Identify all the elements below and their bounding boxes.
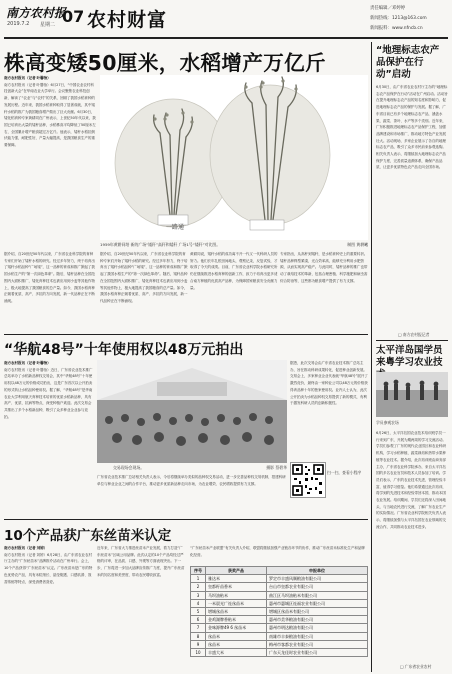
column-header: 申报单位 xyxy=(267,567,368,575)
story3-byline: 南方农村报讯（记者 刘婷） xyxy=(4,546,48,550)
story2-headline: “华航48号”十年使用权以48万元拍出 xyxy=(4,342,244,358)
lead-byline: 南方农村报讯（记者 叶馨怡） xyxy=(4,76,51,80)
story3-body-col2: 近年来，广东省大力推进丝苗米产业发展，着力打造“广东丝苗米”区域公用品牌。此次认定的10个产品均经过严格的评审，在品质、口感、外观等方面表现突出。下一步，广东将进一步加大品牌宣传推广力度，提升广东丝苗米的知名度和美誉度，带动农民增收致富。 xyxy=(97,546,185,577)
newspaper-logo: 南方农村报 xyxy=(6,6,67,20)
story2-photo-caption xyxy=(97,465,287,471)
story2-caption-text: 交易现场会现场。 xyxy=(113,465,145,470)
product-name: 马坝油粘米 xyxy=(206,591,267,599)
issue-weekday: 星期二 xyxy=(40,22,56,28)
story3-paragraph: 南方农村报讯（记者 刘婷）6月28日，由广东省农业农村厅主办的“广东丝苗米”品牌推介活动在广州举行。会上，10个产品获得“广东丝苗米”认定。广东丝苗米是广东的特色优势农产品，具有米粒细长、晶莹剔透、口感软滑、饭香浓郁等特点，深受消费者喜爱。 xyxy=(4,552,93,584)
story3-body-col1 xyxy=(4,545,94,672)
lead-photo xyxy=(100,75,368,240)
applicant-name: 罗定市丰盛风顺粮油有限公司 xyxy=(267,575,368,583)
column-header: 序号 xyxy=(191,567,206,575)
story2-body-col1 xyxy=(4,360,94,515)
award-table-body xyxy=(191,575,368,657)
row-number: 5 xyxy=(191,608,206,616)
table-row xyxy=(191,616,368,624)
hotline-line: 新闻热线：1213@163.com xyxy=(370,16,427,21)
product-name: 一米晨光广连丝苗米 xyxy=(206,599,267,607)
table-row xyxy=(191,624,368,632)
applicant-name: 南雄市丰泰粮油有限公司 xyxy=(267,632,368,640)
table-header-row xyxy=(191,567,368,575)
applicant-name: 增城区丝苗米有限公司 xyxy=(267,608,368,616)
masthead-rule xyxy=(4,37,448,39)
story2-body-col2: 据悉，此次交易会由广东省农业技术推广总站主办，旨在推动科研成果转化，促进种业创新发展。交易会上，多家种业企业代表就“华航48号”展开了激烈竞价，最终由一家种业公司以48万元的价格获得该品种十年的独家使用权。业内人士认为，此次公开拍卖为水稻品种权交易提供了新的模式，有利于激发科研人员的创新积极性。 xyxy=(290,361,368,406)
sidebar-top-title: “地理标志农产品保护在行动”启动 xyxy=(376,45,440,80)
table-row xyxy=(191,583,368,591)
product-name: 丝苗米 xyxy=(206,640,267,648)
story2-byline: 南方农村报讯（记者 叶馨怡） xyxy=(4,361,51,365)
lead-paragraph: 南方农村报讯（记者 叶馨怡）6月27日，“中国农业农村科技创新大会”在华南农业大学举行。会议聚焦农业科技创新，解读了“农业”与“农村”的关系，回顾了我国水稻育种的发展历程。近年来，我国水稻育种取得了显著成就，其中矮秆水稻的推广为我国粮食增产做出了巨大贡献。6月30日，矮化稻育种专家黄耕同在广州表示，上世纪50年代以来，我国已培育出大量的矮秆品种，水稻株高平均降低了50厘米左右，全国累计增产粮食超过万亿斤。他表示，矮秆水稻抗倒伏能力强，耐肥性好，产量大幅提高，是我国粮食生产的重要保障。 xyxy=(4,82,96,148)
applicant-name: 惠州市明达粮油有限公司 xyxy=(267,624,368,632)
applicant-name: 曲江区马坝油粘米有限公司 xyxy=(267,591,368,599)
sidebar-bottom-title: 太平洋岛国学员来粤学习农业技 xyxy=(376,345,443,368)
story2-top-rule xyxy=(4,334,368,335)
row-number: 4 xyxy=(191,599,206,607)
story2-qr-code xyxy=(290,462,326,498)
row-number: 9 xyxy=(191,640,206,648)
row-number: 3 xyxy=(191,591,206,599)
applicant-name: 梅州市客都农业有限公司 xyxy=(267,640,368,648)
photo-label: 一路通 xyxy=(166,224,185,231)
row-number: 6 xyxy=(191,616,206,624)
sidebar-bottom-body xyxy=(376,430,448,662)
story2-body-col3: 广东省农业技术推广总站相关负责人表示，今后将继续举办类似的品种权交易活动，进一步完善品种权交易机制，搭建科研单位与种业企业之间的合作平台，推动更多优质新品种走向市场，为农业增效、农民增收提供有力支撑。 xyxy=(97,475,286,486)
row-number: 1 xyxy=(191,575,206,583)
applicant-name: 惠州市惠城区连福农业有限公司 xyxy=(267,599,368,607)
table-row xyxy=(191,608,368,616)
lead-body-col1-cont: 据介绍，自20世纪50年代以来，广东省农业科学院的育种专家们开始了矮秆水稻的研究。经过多年努力，终于培育出了矮秆水稻品种“广场矮”，这一品种的育成和推广掀起了我国水稻生产的“第一次绿色革命”。随后，矮秆品种在全国范围内大面积推广，矮化育种技术也被应用到小麦等其他作物上，极大地提高了我国粮食的总产量。如今，我国水稻育种正朝着优质、高产、多抗的方向发展，新一代品种正在不断涌现。 xyxy=(4,252,95,303)
lead-body-col3: 黄耕同说，矮秆水稻的成功离不开一代又一代科研人员的努力。他们长年扎根田间地头，观察记录，反复试验，才取得了今天的成绩。目前，广东省农业科学院水稻研究所仍在继续推进水稻育种的创新工作，致力于培育出更多适合南方种植的优质高产品种，为保障国家粮食安全贡献力量。 xyxy=(190,252,278,290)
page-number: 07 xyxy=(62,7,85,26)
row-number: 8 xyxy=(191,632,206,640)
story2-qr-caption: 扫一扫，查看小程序 xyxy=(327,470,362,475)
sidebar-rule xyxy=(376,340,448,341)
sidebar-bottom-text: 6月26日，太平洋岛国农业技术培训班学员一行来到广东，开展为期两周的学习交流活动。学员们参观了广东的现代农业园区和农业科研机构，学习水稻种植、蔬菜栽培和热带水果种植等农业技术。据介绍，此次培训班由商务部主办，广东省农业科学院承办，来自太平洋岛国的多名农业官员和技术人员参加了培训。学员们表示，广东的农业技术先进，管理经验丰富，值得学习借鉴。他们希望通过此次培训，将学到的先进技术和经验带回本国，推动本国农业发展。培训期间，学员们还将深入田间地头，与当地农民进行交流，了解广东农业生产的实际情况。广东省农业科学院相关负责人表示，将继续加强与太平洋岛国在农业领域的交流合作，共同推动农业技术进步。 xyxy=(376,431,446,529)
section-title: 农村财富 xyxy=(87,9,168,31)
masthead xyxy=(0,0,452,40)
story2-photo xyxy=(97,360,287,463)
table-row xyxy=(191,649,368,657)
product-name: 丰盛大米 xyxy=(206,649,267,657)
applicant-name: 广东天龙佳时农业有限公司 xyxy=(267,649,368,657)
applicant-name: 惠州市美华粮油有限公司 xyxy=(267,616,368,624)
row-number: 2 xyxy=(191,583,206,591)
website-line: 新闻报料：www.nfncb.cn xyxy=(370,26,423,31)
caption-credit: 制图 黄耕曦 xyxy=(347,242,368,247)
product-name: 增城丝苗米 xyxy=(206,608,267,616)
product-name: 金鸡湖牌香粘米 xyxy=(206,616,267,624)
lead-body-col2: 据介绍，自20世纪50年代以来，广东省农业科学院的育种专家们开始了矮秆水稻的研究。经过多年努力，终于培育出了矮秆水稻品种“广场矮”，这一品种的育成和推广掀起了我国水稻生产的“第一次绿色革命”。随后，矮秆品种在全国范围内大面积推广，矮化育种技术也被应用到小麦等其他作物上，极大地提高了我国粮食的总产量。如今，我国水稻育种正朝着优质、高产、多抗的方向发展，新一代品种正在不断涌现。 xyxy=(100,252,188,303)
table-row xyxy=(191,591,368,599)
table-row xyxy=(191,632,368,640)
lead-body-col1 xyxy=(4,75,96,250)
story3-headline: 10个产品获广东丝苗米认定 xyxy=(4,528,172,544)
sidebar-top-body xyxy=(376,84,448,328)
rice-plants-illustration xyxy=(100,75,368,240)
table-row xyxy=(191,599,368,607)
product-name: 雅达米 xyxy=(206,575,267,583)
sidebar-top-byline: □ 南方农村报记者 xyxy=(398,332,430,337)
product-name: 皇都籽苗香米 xyxy=(206,583,267,591)
product-name: 丝苗米 xyxy=(206,632,267,640)
column-divider xyxy=(371,42,372,672)
editor-line: 责任编辑／邓婷婷 xyxy=(370,6,406,11)
sidebar-bottom-credit: □ 广东省农业农村 xyxy=(400,664,432,669)
field-visit-illustration xyxy=(376,372,448,417)
award-table xyxy=(190,566,368,657)
table-row xyxy=(191,640,368,648)
issue-date: 2019.7.2 xyxy=(7,21,30,27)
lead-headline: 株高变矮50厘米，水稻增产万亿斤 xyxy=(4,51,326,75)
column-header: 获奖产品 xyxy=(206,567,267,575)
story3-body-col3: “广东丝苗米产业联盟”有关负责人介绍，联盟将继续加强产业链各环节的协作，推动广东丝苗米标准化生产和品牌化经营。 xyxy=(190,546,365,557)
lead-photo-caption xyxy=(100,242,368,248)
rice-award-table xyxy=(190,566,368,657)
row-number: 7 xyxy=(191,624,206,632)
story2-caption-credit: 摄影 蔡碧华 xyxy=(266,465,287,470)
sidebar-photo-caption: 学员参观农场 xyxy=(376,420,399,425)
applicant-name: 台山市皇都农业有限公司 xyxy=(267,583,368,591)
sidebar-photo xyxy=(376,372,448,417)
row-number: 10 xyxy=(191,649,206,657)
auction-hall-illustration xyxy=(97,360,287,463)
qr-code-icon xyxy=(291,463,325,497)
caption-text: 1959年黄耕同培 新的广场“矮秆”高秆和矮秆 广场1号“矮秆”对比图。 xyxy=(100,242,221,247)
product-name: 金味源牌49 6 丝苗米 xyxy=(206,624,267,632)
lead-body-col4: 专家指出，从高秆到矮秆，是水稻育种史上的重要转折。矮秆品种株型紧凑，光合效率高，能够充分利用水肥资源，从而实现高产稳产。与此同时，矮秆品种的推广也带动了栽培技术的革新，包括合理密植、科学施肥和病虫害综合防治等，这些都为粮食增产提供了有力支撑。 xyxy=(280,252,368,283)
sidebar-top-text: 6月30日，由广东省农业农村厅主办的“地理标志农产品保护在行动”活动在广州启动。活动旨在提升地理标志农产品的知名度和影响力，促进地理标志农产品的保护与发展。据了解，广东省目前已有多个地理标志农产品，涵盖水果、蔬菜、茶叶、水产等多个类别。近年来，广东积极推进地理标志农产品保护工程，加强品牌建设和市场推广，推动地方特色产业发展壮大。活动现场，多家企业展示了各自的地理标志农产品，吸引了众多市民前来参观选购。相关负责人表示，将继续加大地理标志农产品保护力度，完善质量追溯体系，确保产品品质，让更多优质特色农产品走向全国市场。 xyxy=(376,85,448,170)
story2-paragraph: 南方农村报讯（记者 叶馨怡）近日，广东省农业技术推广总站举办了水稻新品种权交易会，其中“华航48号”十年使用权以48万元的价格成功拍出，这是广东首次以公开拍卖的形式转让水稻品种使用权。据了解，“华航48号”是华南农业大学利用航天育种技术培育的优质水稻新品种，具有高产、优质、抗病等特点，深受种植户欢迎。此次交易会共推出了多个水稻新品种，吸引了众多种业企业参与竞拍。 xyxy=(4,367,93,419)
story3-top-rule xyxy=(4,519,368,520)
table-row xyxy=(191,575,368,583)
